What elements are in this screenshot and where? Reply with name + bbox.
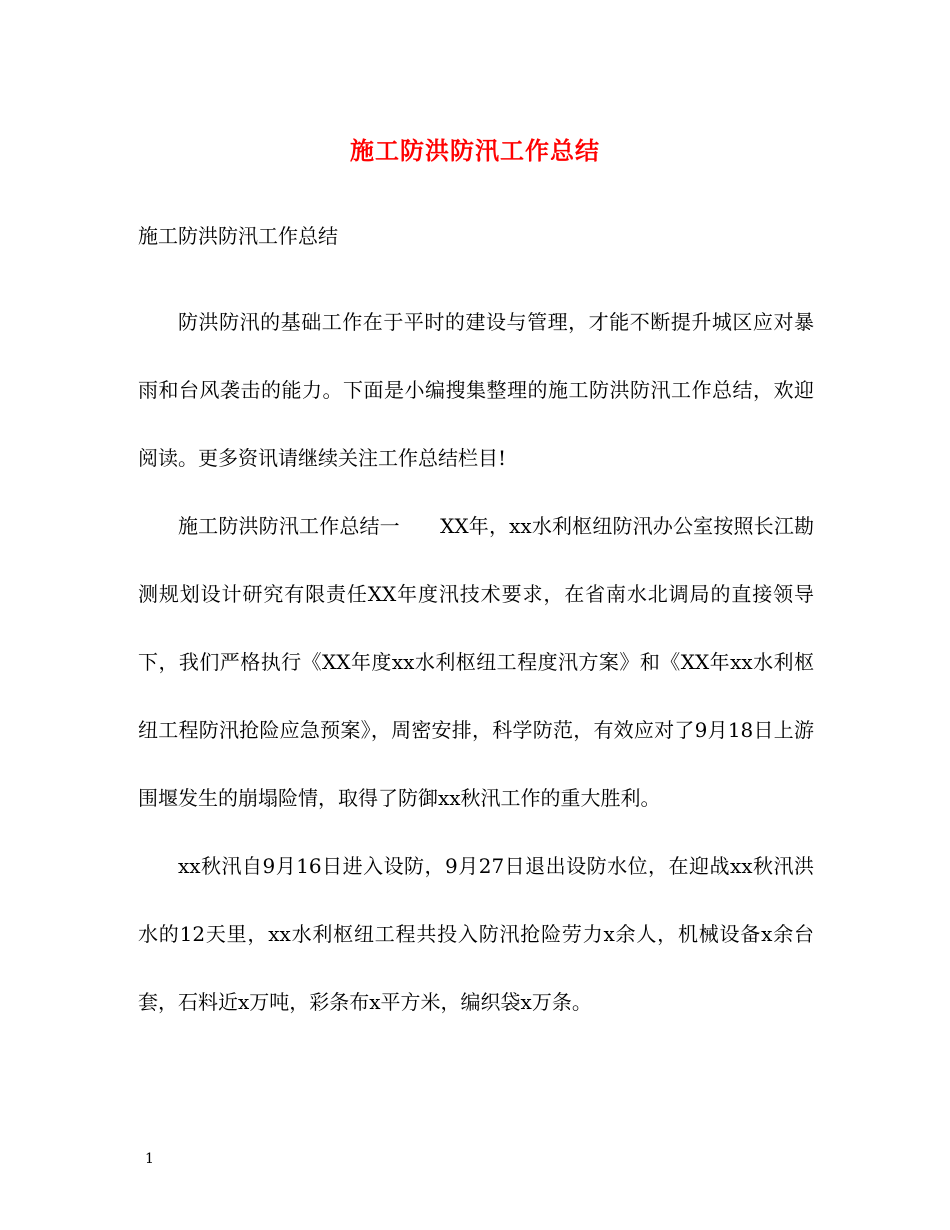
paragraph-summary-one: 施工防洪防汛工作总结一 XX年，xx水利枢纽防汛办公室按照长江勘测规划设计研究有限责任XX年度汛技术要求，在省南水北调局的直接领导下，我们严格执行《XX年度xx水利枢纽工程度汛方案》和《XX年xx水利枢纽工程防汛抢险应急预案》，周密安排，科学防范，有效应对了9月18日上游围堰发生的崩塌险情，取得了防御xx秋汛工作的重大胜利。 (138, 514, 814, 810)
document-subtitle: 施工防洪防汛工作总结 (138, 224, 338, 248)
document-title: 施工防洪防汛工作总结 (350, 136, 600, 165)
paragraph-flood-stats: xx秋汛自9月16日进入设防，9月27日退出设防水位，在迎战xx秋汛洪水的12天里，xx水利枢纽工程共投入防汛抢险劳力x余人，机械设备x余台套，石料近x万吨，彩条布x平方米，编织袋x万条。 (138, 854, 814, 1014)
document-body (138, 288, 814, 1036)
paragraph-intro: 防洪防汛的基础工作在于平时的建设与管理，才能不断提升城区应对暴雨和台风袭击的能力。下面是小编搜集整理的施工防洪防汛工作总结，欢迎阅读。更多资讯请继续关注工作总结栏目! (138, 310, 814, 470)
page-number: 1 (145, 1151, 154, 1167)
